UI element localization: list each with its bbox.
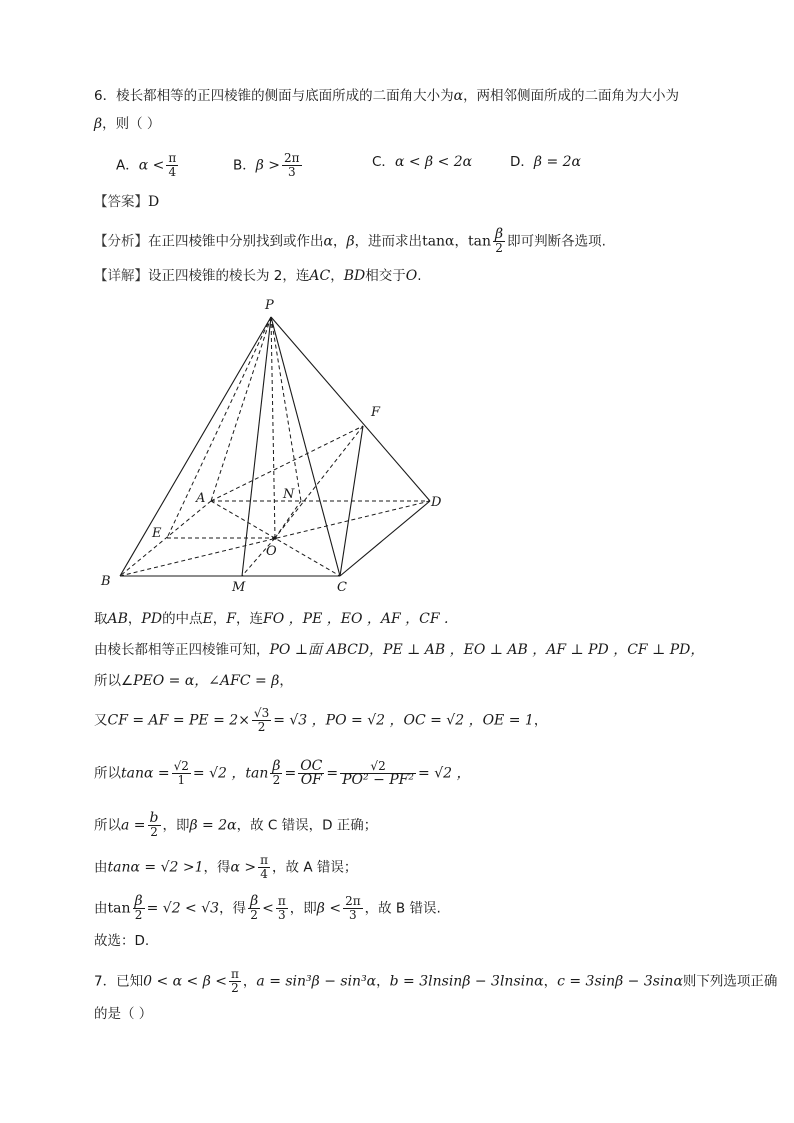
take-midpoints-line: 取AB，PD的中点E，F，连FO ，PE ，EO ，AF ，CF .: [94, 611, 449, 627]
edge-FO: [275, 426, 363, 538]
angles-line: 所以∠PEO = α，∠AFC = β，: [94, 673, 293, 689]
option-d: D．β = 2α: [510, 154, 581, 170]
label-B: B: [101, 574, 111, 589]
reject-b-line: 由tan $\frac{\beta}{2}$ = √2 < √3，得 $\frac{\beta}{2}$ < $\frac{\pi}{3}$ ，即β < $\frac{2\pi}{3}$ ，故 B 错误.: [94, 893, 441, 922]
label-F: F: [371, 405, 381, 420]
label-N: N: [283, 487, 295, 502]
q6-stem-text: ，两相邻侧面所成的二面角为大小为: [463, 88, 680, 104]
fraction: $\frac{b}{2}$: [149, 810, 159, 839]
point-O: [273, 536, 277, 540]
option-a: A．α < $\frac{\pi}{4}$: [116, 151, 177, 179]
fraction: $\frac{√2}{\text{PO² − PF²}}$: [342, 759, 415, 788]
fraction: $\frac{\pi}{4}$: [260, 853, 269, 881]
label-P: P: [265, 298, 274, 313]
tan-line: 所以tanα = $\frac{√2}{1}$ = √2 ，tan $\frac{\beta}{2}$ = $\frac{OC}{OF}$ = $\frac{√2}{\text{PO² − PF²}}$ = √2 ，: [94, 758, 471, 788]
fraction: $\frac{√3}{2}$: [253, 706, 270, 734]
fraction: $\frac{\beta}{2}$: [250, 893, 259, 922]
detail-tag: 【详解】: [94, 268, 148, 284]
edge-PD: [271, 317, 430, 501]
reject-a-line: 由tanα = √2 >1，得α > $\frac{\pi}{4}$ ，故 A 错误；: [94, 853, 358, 881]
edge-CD: [340, 501, 430, 576]
q6-stem-text: 6．棱长都相等的正四棱锥的侧面与底面所成的二面角大小为: [94, 88, 454, 104]
q7-stem-line2: 的是（ ）: [94, 1006, 153, 1022]
fraction: $\frac{\beta}{2}$: [272, 758, 281, 787]
q6-stem-text: ，则（ ）: [102, 116, 161, 132]
answer-line: [94, 192, 159, 212]
label-O: O: [266, 544, 277, 559]
analysis-tag: 【分析】: [94, 233, 148, 250]
conclusion-line: 所以a = $\frac{b}{2}$ ，即β = 2α，故 C 错误，D 正确；: [94, 810, 378, 839]
fraction: $\frac{\beta}{2}$: [134, 893, 143, 922]
fraction: $\frac{\pi}{2}$: [231, 967, 239, 995]
fraction: $\frac{2\pi}{3}$: [284, 151, 300, 179]
label-E: E: [152, 526, 162, 541]
fraction: $\frac{\pi}{3}$: [277, 894, 286, 922]
q6-stem-line1: [94, 86, 679, 106]
alpha-symbol: α: [453, 88, 464, 104]
edge-PN: [271, 317, 301, 501]
edge-PA: [211, 317, 271, 501]
q7-stem-line1: 7．已知0 < α < β < $\frac{\pi}{2}$ ，a = sin³β − sin³α，b = 3lnsinβ − 3lnsinα，c = 3sinβ − 3sinα则下列选项正确: [94, 967, 778, 995]
q6-stem-line2: [94, 114, 160, 134]
option-b: B．β > $\frac{2\pi}{3}$: [233, 151, 300, 179]
detail-line: 【详解】设正四棱锥的棱长为 2，连AC，BD相交于O.: [94, 268, 422, 284]
pyramid-figure: [95, 295, 455, 595]
fraction: $\frac{√2}{1}$: [173, 759, 189, 787]
beta-symbol: β: [94, 116, 103, 132]
label-D: D: [431, 495, 442, 510]
analysis-line: 【分析】在正四棱锥中分别找到或作出α，β，进而求出tanα，tan $\frac{\beta}{2}$ 即可判断各选项.: [94, 226, 606, 255]
fraction: $\frac{2\pi}{3}$: [345, 894, 361, 922]
edge-PB: [120, 317, 271, 576]
edge-PO: [271, 317, 275, 538]
label-C: C: [337, 580, 347, 595]
fraction: $\frac{\beta}{2}$: [495, 226, 504, 255]
answer-tag: 【答案】: [94, 194, 148, 210]
fraction: $\frac{\pi}{4}$: [168, 151, 177, 179]
option-c: C．α < β < 2α: [372, 154, 473, 170]
lengths-line: 又CF = AF = PE = 2× $\frac{√3}{2}$ = √3 ，PO = √2 ，OC = √2 ，OE = 1，: [94, 706, 548, 734]
fraction: $\frac{OC}{OF}$: [300, 758, 323, 788]
label-A: A: [196, 491, 206, 506]
label-M: M: [232, 580, 246, 595]
edge-PM: [242, 317, 271, 576]
choose-line: 故选：D.: [94, 933, 150, 949]
edge-PC: [271, 317, 340, 576]
perpendicular-line: 由棱长都相等正四棱锥可知，PO ⊥面 ABCD，PE ⊥ AB ，EO ⊥ AB ，AF ⊥ PD ，CF ⊥ PD，: [94, 642, 705, 658]
answer-value: D: [148, 194, 160, 210]
edge-PE: [167, 317, 271, 538]
